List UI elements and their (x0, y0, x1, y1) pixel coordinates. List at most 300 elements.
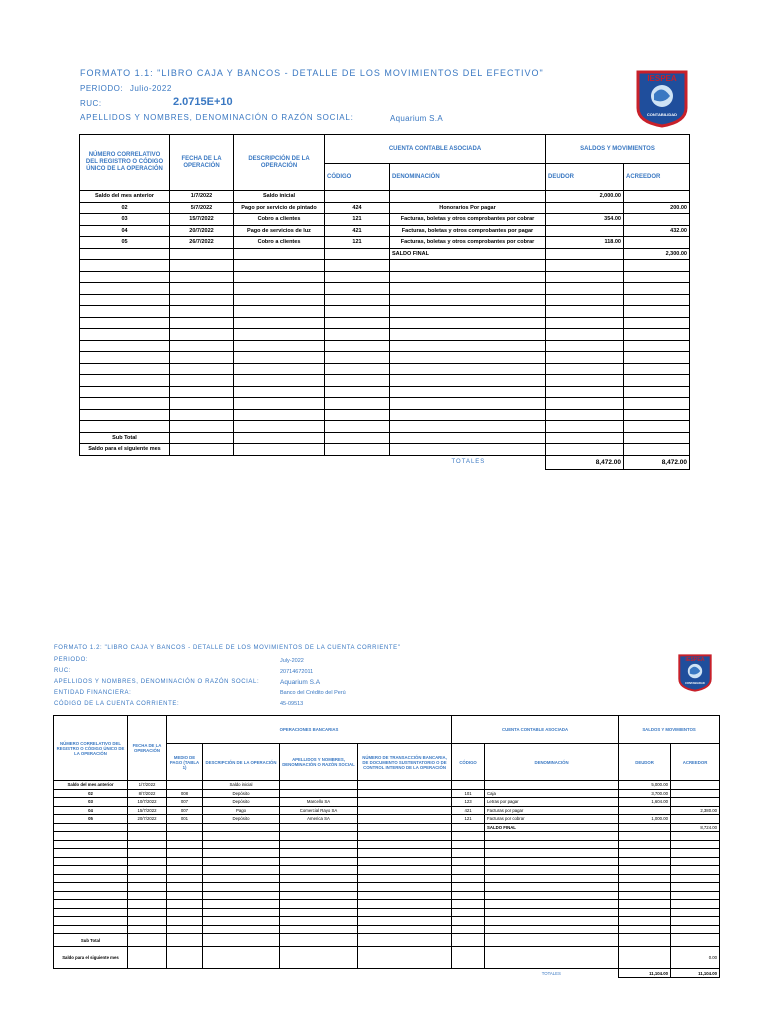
cell-credit (671, 789, 720, 798)
header-desc: DESCRIPCIÓN DE LA OPERACIÓN (234, 135, 325, 191)
header-balances: SALDOS Y MOVIMIENTOS (546, 135, 690, 164)
format2-next-row (54, 947, 720, 969)
cell-denom (485, 866, 619, 875)
cell-date (170, 352, 234, 364)
cell-code (452, 874, 485, 883)
cell-date (170, 317, 234, 329)
cell-credit (624, 191, 690, 203)
cell-num (54, 857, 128, 866)
cell-denom: Facturas, boletas y otros comprobantes por cobrar (390, 214, 546, 226)
empty-row (54, 874, 720, 883)
header2-txn: NÚMERO DE TRANSACCIÓN BANCARIA, DE DOCUMENTO SUSTENTATORIO O DE CONTROL INTERNO DE LA OPERACIÓN (358, 744, 452, 781)
format2-name-label: APELLIDOS Y NOMBRES, DENOMINACIÓN O RAZÓN SOCIAL: (54, 679, 260, 685)
cell-code (325, 260, 390, 272)
cell-date (170, 409, 234, 421)
cell-desc (203, 840, 280, 849)
cell-code: 421 (325, 225, 390, 237)
empty-row (54, 917, 720, 926)
subtotal-label: Sub Total (80, 432, 170, 444)
cell-code (452, 917, 485, 926)
table-row (80, 202, 690, 214)
cell-debit (546, 329, 624, 341)
cell-debit (619, 857, 671, 866)
cell-denom (390, 363, 546, 375)
cell-num: 03 (80, 214, 170, 226)
cell-code (452, 857, 485, 866)
cell-date (170, 294, 234, 306)
cell-debit (619, 891, 671, 900)
next-month2-value: 0.00 (671, 947, 720, 969)
cell-desc (234, 248, 325, 260)
cell-code: 101 (452, 789, 485, 798)
cell-num (80, 375, 170, 387)
cell-code (325, 294, 390, 306)
cell-date: 15/7/2022 (128, 806, 167, 815)
cell-denom (485, 925, 619, 934)
cell-date (128, 823, 167, 832)
cell-txn (358, 891, 452, 900)
empty-row (80, 352, 690, 364)
cell-code (325, 271, 390, 283)
cell-denom: Caja (485, 789, 619, 798)
cell-txn (358, 789, 452, 798)
format2-ruc-label: RUC: (54, 668, 72, 674)
cell-desc (234, 283, 325, 295)
cell-names (280, 925, 358, 934)
cell-credit (671, 891, 720, 900)
cell-credit (624, 214, 690, 226)
cell-credit: 200.00 (624, 202, 690, 214)
cell-code (325, 340, 390, 352)
cell-code (452, 883, 485, 892)
cell-method (167, 781, 203, 790)
cell-denom: Facturas por cobrar (485, 815, 619, 824)
header2-code: CÓDIGO (452, 744, 485, 781)
cell-denom (390, 191, 546, 203)
empty-row (54, 891, 720, 900)
cell-debit: 118.00 (546, 237, 624, 249)
cell-names (280, 908, 358, 917)
table-row (80, 191, 690, 203)
cell-debit: 1,000.00 (619, 815, 671, 824)
cell-code (325, 191, 390, 203)
cell-desc (234, 386, 325, 398)
cell-date (170, 375, 234, 387)
cell-num (80, 317, 170, 329)
cell-credit (624, 260, 690, 272)
format1-subtotal-row (80, 432, 690, 444)
cell-date (128, 883, 167, 892)
cell-method (167, 832, 203, 841)
cell-num (54, 900, 128, 909)
cell-denom (485, 900, 619, 909)
cell-txn (358, 857, 452, 866)
cell-denom (390, 421, 546, 433)
cell-desc (203, 874, 280, 883)
cell-num (54, 883, 128, 892)
cell-credit: 2,380.00 (671, 806, 720, 815)
cell-code (325, 421, 390, 433)
cell-debit: 2,000.00 (546, 191, 624, 203)
cell-credit (624, 271, 690, 283)
cell-desc: Depósito (203, 815, 280, 824)
cell-num (80, 283, 170, 295)
cell-method (167, 883, 203, 892)
cell-date (170, 248, 234, 260)
cell-txn (358, 832, 452, 841)
cell-txn (358, 849, 452, 858)
cell-method (167, 874, 203, 883)
cell-credit: 8,724.00 (671, 823, 720, 832)
cell-num (80, 260, 170, 272)
cell-names (280, 849, 358, 858)
totals2-label: TOTALES (541, 970, 561, 976)
cell-credit (671, 815, 720, 824)
cell-debit (619, 832, 671, 841)
cell-credit (671, 840, 720, 849)
cell-credit (671, 908, 720, 917)
cell-denom (390, 306, 546, 318)
cell-method: 008 (167, 789, 203, 798)
cell-num (80, 248, 170, 260)
subtotal2-label: Sub Total (54, 934, 128, 947)
cell-txn (358, 883, 452, 892)
cell-names (280, 823, 358, 832)
cell-debit (546, 340, 624, 352)
header-code: CÓDIGO (325, 164, 390, 191)
cell-num: 03 (54, 798, 128, 807)
cell-txn (358, 806, 452, 815)
table-row (80, 214, 690, 226)
cell-date: 8/7/2022 (128, 789, 167, 798)
format2-account-label: CÓDIGO DE LA CUENTA CORRIENTE: (54, 701, 180, 707)
cell-desc (234, 271, 325, 283)
cell-num (80, 329, 170, 341)
cell-names (280, 883, 358, 892)
header2-balances: SALDOS Y MOVIMIENTOS (619, 716, 720, 744)
cell-method (167, 891, 203, 900)
table-row (80, 248, 690, 260)
cell-date (128, 832, 167, 841)
cell-date (170, 421, 234, 433)
table-row (54, 789, 720, 798)
cell-denom: SALDO FINAL (485, 823, 619, 832)
cell-method (167, 900, 203, 909)
cell-txn (358, 840, 452, 849)
empty-row (54, 840, 720, 849)
cell-code (452, 840, 485, 849)
format1-next-row (80, 444, 690, 456)
format2-totals-row (54, 969, 720, 978)
cell-debit (546, 294, 624, 306)
cell-num: 02 (54, 789, 128, 798)
cell-debit (619, 840, 671, 849)
cell-debit (546, 352, 624, 364)
cell-desc: Saldo inicial (234, 191, 325, 203)
cell-denom: Letras por pagar (485, 798, 619, 807)
empty-row (54, 883, 720, 892)
format2-logo-caption: CONTABILIDAD (685, 682, 705, 686)
cell-credit (624, 294, 690, 306)
cell-code: 123 (452, 798, 485, 807)
cell-credit (671, 832, 720, 841)
cell-date (170, 340, 234, 352)
totals-label: TOTALES (451, 459, 486, 466)
cell-debit (619, 849, 671, 858)
empty-row (80, 421, 690, 433)
cell-debit: 5,000.00 (619, 781, 671, 790)
cell-txn (358, 917, 452, 926)
cell-desc (234, 260, 325, 272)
cell-date: 26/7/2022 (170, 237, 234, 249)
table-row (54, 823, 720, 832)
cell-credit (624, 329, 690, 341)
empty-row (80, 363, 690, 375)
format1-period (80, 84, 172, 93)
empty-row (80, 375, 690, 387)
next-month2-label: Saldo para el siguiente mes (54, 947, 128, 969)
total2-credit: 11,104.00 (671, 969, 720, 978)
format1-table (79, 134, 690, 470)
cell-denom: Facturas, boletas y otros comprobantes por cobrar (390, 237, 546, 249)
cell-code (325, 329, 390, 341)
cell-code (452, 900, 485, 909)
cell-desc (234, 306, 325, 318)
cell-debit (619, 883, 671, 892)
cell-date: 5/7/2022 (170, 202, 234, 214)
format2-name-value: Aquarium S.A (280, 679, 321, 686)
total2-debit: 11,104.00 (619, 969, 671, 978)
cell-credit (671, 781, 720, 790)
cell-num (54, 908, 128, 917)
cell-denom (485, 917, 619, 926)
cell-num (80, 398, 170, 410)
cell-code (325, 398, 390, 410)
cell-denom (485, 849, 619, 858)
cell-credit (624, 363, 690, 375)
cell-denom (390, 386, 546, 398)
cell-date: 1/7/2022 (128, 781, 167, 790)
header2-denom: DENOMINACIÓN (485, 744, 619, 781)
cell-code (325, 283, 390, 295)
cell-names (280, 840, 358, 849)
cell-num (54, 866, 128, 875)
cell-debit (546, 260, 624, 272)
cell-txn (358, 781, 452, 790)
table-row (54, 798, 720, 807)
cell-debit (619, 874, 671, 883)
cell-code (452, 908, 485, 917)
cell-num (80, 294, 170, 306)
cell-debit (546, 248, 624, 260)
header2-debit: DEUDOR (619, 744, 671, 781)
empty-row (80, 283, 690, 295)
cell-num (54, 874, 128, 883)
cell-names (280, 891, 358, 900)
empty-row (80, 306, 690, 318)
cell-desc (234, 409, 325, 421)
cell-num (54, 823, 128, 832)
cell-desc (234, 340, 325, 352)
cell-num (80, 352, 170, 364)
empty-row (80, 317, 690, 329)
cell-denom (390, 283, 546, 295)
cell-code (452, 866, 485, 875)
format2-ruc-value: 20714672011 (280, 669, 314, 675)
cell-desc (234, 317, 325, 329)
format1-period-label: PERIODO: (80, 84, 124, 93)
cell-code (325, 248, 390, 260)
cell-desc (234, 363, 325, 375)
cell-num: 04 (80, 225, 170, 237)
cell-desc (203, 917, 280, 926)
cell-desc (234, 375, 325, 387)
cell-credit (671, 866, 720, 875)
total-debit: 8,472.00 (546, 455, 624, 469)
cell-denom (485, 891, 619, 900)
cell-credit (671, 857, 720, 866)
cell-desc (234, 294, 325, 306)
cell-debit (546, 317, 624, 329)
cell-denom (390, 294, 546, 306)
cell-date (128, 925, 167, 934)
table-row (54, 781, 720, 790)
cell-desc: Saldo inicial (203, 781, 280, 790)
cell-txn (358, 815, 452, 824)
cell-num (80, 340, 170, 352)
cell-denom (390, 352, 546, 364)
cell-code (452, 891, 485, 900)
empty-row (80, 294, 690, 306)
cell-method: 007 (167, 806, 203, 815)
cell-desc (203, 900, 280, 909)
cell-credit (624, 375, 690, 387)
cell-credit (671, 900, 720, 909)
cell-denom (390, 260, 546, 272)
cell-date (128, 917, 167, 926)
cell-num (54, 891, 128, 900)
cell-names (280, 857, 358, 866)
format2-subtotal-row (54, 934, 720, 947)
cell-num: Saldo del mes anterior (80, 191, 170, 203)
cell-num (80, 421, 170, 433)
cell-num (54, 917, 128, 926)
format1-ruc-value: 2.0715E+10 (173, 96, 233, 108)
format1-logo-text: IESPEA (647, 74, 677, 83)
cell-code: 421 (452, 806, 485, 815)
format2-table (53, 715, 720, 978)
empty-row (80, 329, 690, 341)
cell-code (325, 386, 390, 398)
cell-code: 424 (325, 202, 390, 214)
header-num: NÚMERO CORRELATIVO DEL REGISTRO O CÓDIGO ÚNICO DE LA OPERACIÓN (80, 135, 170, 191)
cell-debit (546, 398, 624, 410)
cell-date (170, 271, 234, 283)
cell-denom (390, 398, 546, 410)
cell-credit (671, 925, 720, 934)
cell-credit (624, 317, 690, 329)
header2-account: CUENTA CONTABLE ASOCIADA (452, 716, 619, 744)
cell-num: 02 (80, 202, 170, 214)
cell-denom (390, 340, 546, 352)
cell-date (170, 386, 234, 398)
cell-date (128, 857, 167, 866)
format2-period-value: July-2022 (280, 658, 304, 664)
total-credit: 8,472.00 (624, 455, 690, 469)
cell-desc: Depósito (203, 789, 280, 798)
cell-num (54, 832, 128, 841)
cell-code (325, 352, 390, 364)
cell-names (280, 832, 358, 841)
cell-credit (624, 352, 690, 364)
cell-num: Saldo del mes anterior (54, 781, 128, 790)
cell-code (452, 823, 485, 832)
cell-txn (358, 866, 452, 875)
format1-title: FORMATO 1.1: "LIBRO CAJA Y BANCOS - DETALLE DE LOS MOVIMIENTOS DEL EFECTIVO" (80, 68, 544, 78)
cell-denom: SALDO FINAL (390, 248, 546, 260)
cell-denom (485, 883, 619, 892)
cell-date (170, 306, 234, 318)
format1-name-label: APELLIDOS Y NOMBRES, DENOMINACIÓN O RAZÓN SOCIAL: (80, 113, 354, 122)
cell-num (80, 409, 170, 421)
cell-credit (624, 398, 690, 410)
cell-debit (546, 363, 624, 375)
cell-names (280, 781, 358, 790)
cell-date: 20/7/2022 (128, 815, 167, 824)
next-month-label: Saldo para el siguiente mes (80, 444, 170, 456)
cell-desc (203, 857, 280, 866)
empty-row (80, 398, 690, 410)
cell-code: 121 (325, 214, 390, 226)
cell-code (452, 832, 485, 841)
cell-code: 121 (325, 237, 390, 249)
cell-desc (234, 352, 325, 364)
cell-num (54, 925, 128, 934)
format1-logo-caption: CONTABILIDAD (646, 112, 678, 117)
cell-date (170, 363, 234, 375)
format2-bank-label: ENTIDAD FINANCIERA: (54, 690, 132, 696)
cell-names (280, 789, 358, 798)
cell-names (280, 917, 358, 926)
cell-txn (358, 823, 452, 832)
cell-date (128, 908, 167, 917)
cell-credit (624, 386, 690, 398)
cell-date (128, 900, 167, 909)
cell-names (280, 866, 358, 875)
empty-row (54, 925, 720, 934)
cell-num (80, 271, 170, 283)
empty-row (54, 908, 720, 917)
cell-debit (619, 925, 671, 934)
header2-desc: DESCRIPCIÓN DE LA OPERACIÓN (203, 744, 280, 781)
format2-account-value: 45-09513 (280, 701, 304, 707)
header2-names: APELLIDOS Y NOMBRES, DENOMINACIÓN O RAZÓN SOCIAL (280, 744, 358, 781)
cell-debit (619, 866, 671, 875)
empty-row (54, 900, 720, 909)
cell-credit: 432.00 (624, 225, 690, 237)
cell-txn (358, 900, 452, 909)
cell-method (167, 925, 203, 934)
format1-name-value: Aquarium S.A (390, 114, 443, 123)
cell-denom (390, 409, 546, 421)
cell-names: Comercial Rayo SA (280, 806, 358, 815)
cell-denom: Honorarios Por pagar (390, 202, 546, 214)
cell-method (167, 840, 203, 849)
header-date: FECHA DE LA OPERACIÓN (170, 135, 234, 191)
cell-denom (485, 840, 619, 849)
cell-debit: 354.00 (546, 214, 624, 226)
header-credit: ACREEDOR (624, 164, 690, 191)
